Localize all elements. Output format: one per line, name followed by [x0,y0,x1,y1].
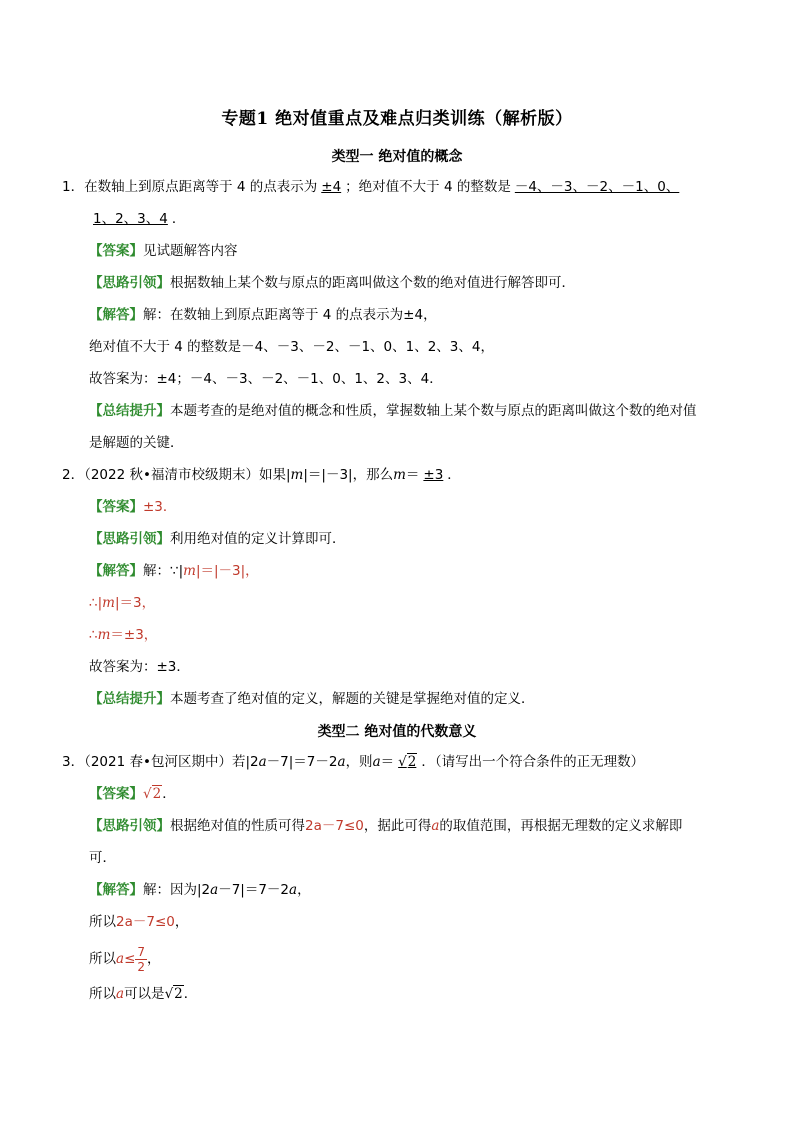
question-2: 2．（2022 秋•福清市校级期末）如果|m|＝|－3|，那么m＝ ±3 ． [62,467,461,483]
q2-solution-3: ∴m＝±3， [89,627,158,643]
blank-4 [394,754,421,770]
question-3: 3．（2021 春•包河区期中）若|2a－7|＝7－2a，则a＝ √2 ．（请写出一个符合条件的正无理数） [62,754,645,770]
q1-solution-3: 故答案为：±4；－4、－3、－2、－1、0、1、2、3、4． [89,371,443,387]
fraction: $\frac{7}{2}$ [137,944,146,974]
q2-summary: 【总结提升】本题考查了绝对值的定义，解题的关键是掌握绝对值的定义． [89,691,535,707]
q2-answer: 【答案】±3． [89,499,177,515]
sqrt-symbol: √2 [143,786,162,802]
q3-hint-1: 【思路引领】根据绝对值的性质可得2a－7≤0，据此可得a的取值范围，再根据无理数的定义求解即 [89,818,683,834]
blank-2: －4、－3、－2、－1、0、 [514,179,680,195]
q2-solution-1: 【解答】解：∵|m|＝|－3|， [89,563,259,579]
q1-solution-1: 【解答】解：在数轴上到原点距离等于 4 的点表示为±4， [89,307,437,323]
question-1-line-1: 1．在数轴上到原点距离等于 4 的点表示为 ±4 ；绝对值不大于 4 的整数是 －4、－3、－2、－1、0、 [62,177,683,197]
q3-answer: 【答案】√2． [89,786,176,802]
blank-1: ±4 [321,179,342,195]
q3-hint-2: 可． [89,850,116,866]
q3-solution-4: 所以a可以是√2． [89,986,198,1002]
q2-hint: 【思路引领】利用绝对值的定义计算即可． [89,531,346,547]
q1-summary-1: 【总结提升】本题考查的是绝对值的概念和性质，掌握数轴上某个数与原点的距离叫做这个数的绝对值 [89,403,697,419]
q3-solution-1: 【解答】解：因为|2a－7|＝7－2a， [89,882,311,898]
solution-tag: 【解答】 [89,307,143,323]
q1-hint: 【思路引领】根据数轴上某个数与原点的距离叫做这个数的绝对值进行解答即可． [89,275,575,291]
question-1-line-2: 1、2、3、4 ． [93,211,186,227]
section-heading-2: 类型二 绝对值的代数意义 [317,724,477,740]
q3-solution-3: 所以a≤ $\frac{7}{2}$ ， [89,944,161,974]
section-heading-1: 类型一 绝对值的概念 [331,149,463,165]
summary-tag: 【总结提升】 [89,403,170,419]
q3-solution-2: 所以2a－7≤0， [89,914,189,930]
q2-solution-4: 故答案为：±3． [89,659,190,675]
q1-summary-2: 是解题的关键． [89,435,184,451]
sqrt-symbol: √2 [164,986,183,1002]
blank-3: ±3 [423,467,444,483]
sqrt-symbol: √2 [398,754,417,770]
q1-solution-2: 绝对值不大于 4 的整数是－4、－3、－2、－1、0、1、2、3、4， [89,339,494,355]
q2-solution-2: ∴|m|＝3， [89,595,156,611]
q1-answer: 【答案】见试题解答内容 [89,243,238,259]
hint-tag: 【思路引领】 [89,275,170,291]
page-title: 专题1 绝对值重点及难点归类训练（解析版） [221,109,573,129]
answer-tag: 【答案】 [89,243,143,259]
